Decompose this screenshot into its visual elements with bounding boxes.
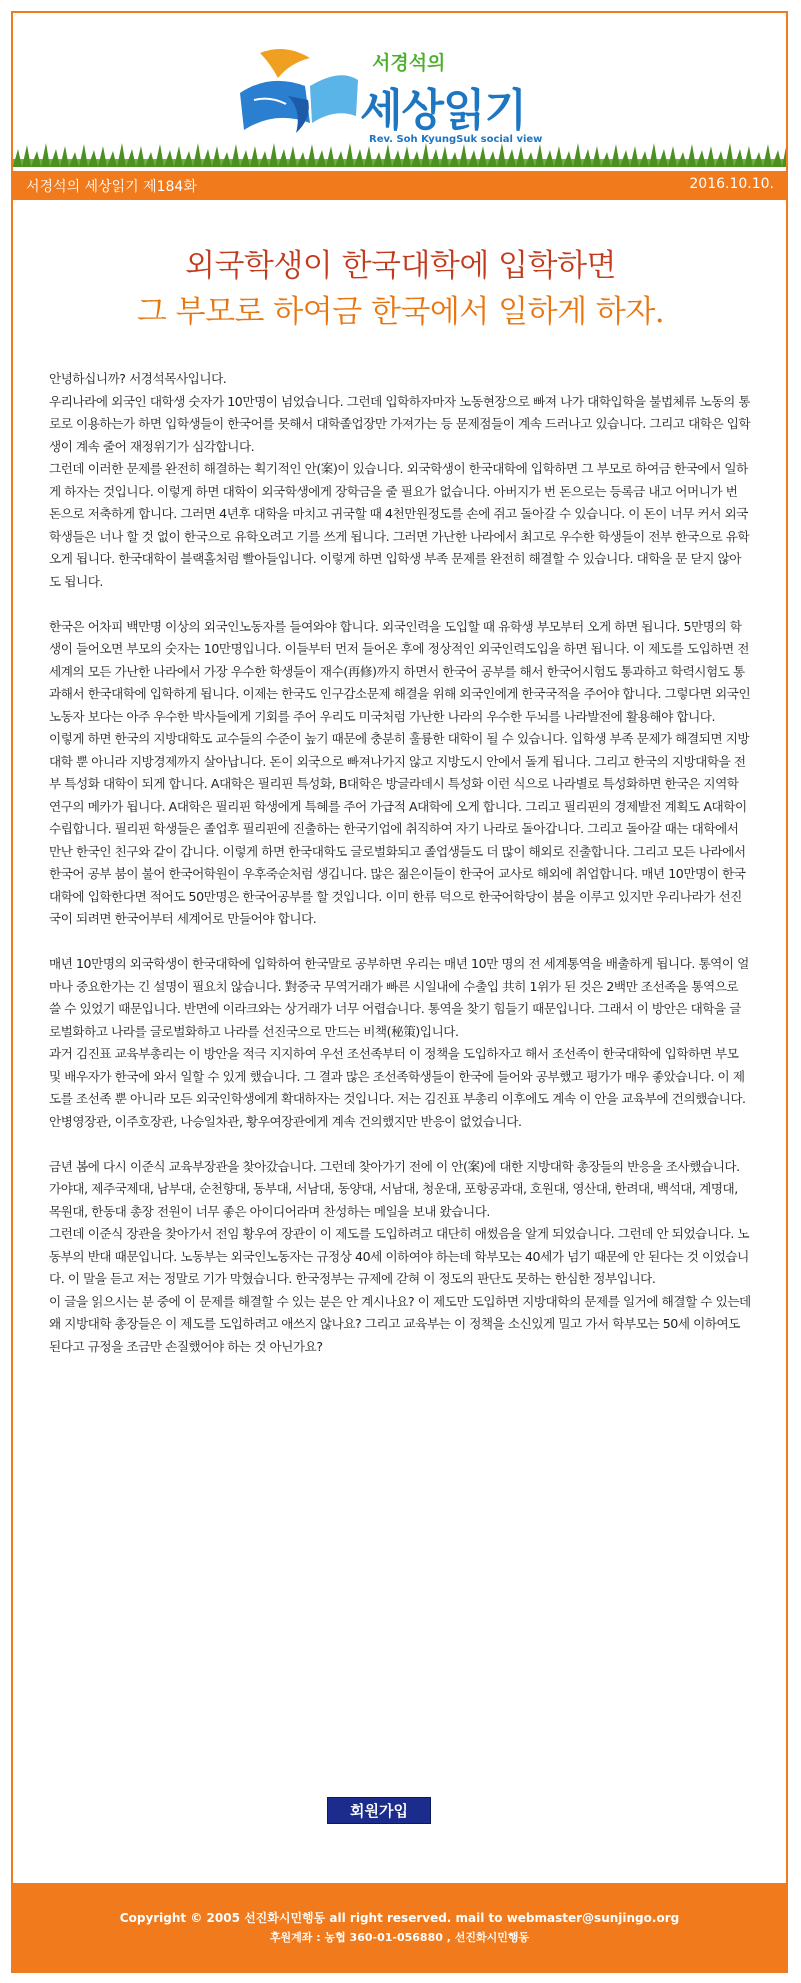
paragraph: 이 글을 읽으시는 분 중에 이 문제를 해결할 수 있는 분은 안 계시나요? 이 제도만 도입하면 지방대학의 문제를 일거에 해결할 수 있는데 왜 지방대학 총장들은 이 제도를 도입하려고 애쓰지 않나요? 그리고 교육부는 이 정책을 소신있게 밀고 가서 학부모는 50세 이하여도 된다고 규정을 조금만 손질했어야 하는 것 아닌가요? [49,1293,751,1354]
issue-date: 2016.10.10. [689,176,774,192]
issue-number: 서경석의 세상읽기 제184화 [26,179,197,195]
paragraph: 한국은 어차피 백만명 이상의 외국인노동자를 들여와야 합니다. 외국인력을 도입할 때 유학생 부모부터 오게 하면 됩니다. 5만명의 학생이 들어오면 부모의 숫자는 10만명입니다. 이들부터 먼저 들어온 후에 정상적인 외국인력도입을 하면 됩니다. 이 제도를 도입하면 전 세계의 모든 가난한 나라에서 가장 우수한 학생들이 재수(再修)까지 하면서 한국어 공부를 해서 한국어시험도 통과하고 학력시험도 통과해서 한국대학에 입학하게 됩니다. 이제는 한국도 인구감소문제 해결을 위해 외국인에게 한국국적을 주어야 합니다. 그렇다면 외국인노동자 보다는 아주 우수한 박사들에게 기회를 주어 우리도 미국처럼 가난한 나라의 우수한 두뇌를 나라발전에 활용해야 합니다. [49,618,751,724]
footer-account: 후원계좌 : 농협 360-01-056880 , 선진화시민행동 [269,1931,530,1944]
footer [13,1883,786,1971]
grass-decoration-icon [13,137,786,167]
logo-subtitle: 서경석의 [372,52,446,74]
paragraph: 금년 봄에 다시 이준식 교육부장관을 찾아갔습니다. 그런데 찾아가기 전에 이 안(案)에 대한 지방대학 총장들의 반응을 조사했습니다. 가야대, 제주국제대, 남부대, 순천향대, 동부대, 서남대, 동양대, 서남대, 청운대, 포항공과대, 호원대, 영산대, 한려대, 백석대, 계명대, 목원대, 한동대 총장 전원이 너무 좋은 아이디어라며 찬성하는 메일을 보내 왔습니다. [49,1158,740,1219]
article-title-line2: 그 부모로 하여금 한국에서 일하게 하자. [136,294,665,330]
paragraph: 우리나라에 외국인 대학생 숫자가 10만명이 넘었습니다. 그런데 입학하자마자 노동현장으로 빠져 나가 대학입학을 불법체류 노동의 통로로 이용하는가 하면 입학생들이 한국어를 못해서 대학졸업장만 가져가는 등 문제점들이 계속 드러나고 있습니다. 그리고 대학은 입학생이 계속 줄어 재정위기가 심각합니다. [49,393,751,454]
paragraph: 과거 김진표 교육부총리는 이 방안을 적극 지지하여 우선 조선족부터 이 정책을 도입하자고 해서 조선족이 한국대학에 입학하면 부모 및 배우자가 한국에 와서 일할 수 있게 했습니다. 그 결과 많은 조선족학생들이 한국에 들어와 공부했고 평가가 매우 좋았습니다. 이 제도를 조선족 뿐 아니라 모든 외국인학생에게 확대하자는 것입니다. 저는 김진표 부총리 이후에도 계속 이 안을 교육부에 건의했습니다. 안병영장관, 이주호장관, 나승일차관, 황우여장관에게 계속 건의했지만 반응이 없었습니다. [49,1046,746,1129]
paragraph: 이렇게 하면 한국의 지방대학도 교수들의 수준이 높기 때문에 충분히 훌륭한 대학이 될 수 있습니다. 입학생 부족 문제가 해결되면 지방대학 뿐 아니라 지방경제까지 살아납니다. 돈이 외국으로 빠져나가지 않고 지방도시 안에서 돌게 됩니다. 그리고 한국의 지방대학을 전부 특성화 대학이 되게 합니다. A대학은 필리핀 특성화, B대학은 방글라데시 특성화 이런 식으로 나라별로 특성화하면 한국은 지역학 연구의 메카가 됩니다. A대학은 필리핀 학생에게 특혜를 주어 가급적 A대학에 오게 합니다. 그리고 필리핀의 경제발전 계획도 A대학이 수립합니다. 필리핀 학생들은 졸업후 필리핀에 진출하는 한국기업에 취직하여 자기 나라로 돌아갑니다. 그리고 돌아갈 때는 대학에서 만난 한국인 친구와 같이 갑니다. 이렇게 하면 한국대학도 글로벌화되고 졸업생들도 더 많이 해외로 진출합니다. 그리고 모든 나라에서 한국어 공부 붐이 불어 한국어학원이 우후죽순처럼 생깁니다. 많은 젊은이들이 한국어 교사로 해외에 취업합니다. 매년 10만명이 한국대학에 입학한다면 적어도 50만명은 한국어공부를 할 것입니다. 이미 한류 덕으로 한국어학당이 붐을 이루고 있지만 우리나라가 선진국이 되려면 한국어부터 세계어로 만들어야 합니다. [49,731,750,926]
issue-bar [13,171,786,200]
footer-copyright: Copyright © 2005 선진화시민행동 all right reserved. mail to webmaster@sunjingo.org [119,1911,680,1925]
logo-english: Rev. Soh KyungSuk social view [369,134,543,145]
join-member-button[interactable]: 회원가입 [327,1797,431,1824]
paragraph: 그런데 이러한 문제를 완전히 해결하는 획기적인 안(案)이 있습니다. 외국학생이 한국대학에 입학하면 그 부모로 하여금 한국에서 일하게 하자는 것입니다. 이렇게 하면 대학이 외국학생에게 장학금을 줄 필요가 없습니다. 아버지가 번 돈으로는 등록금 내고 어머니가 번 돈으로 저축하게 합니다. 그러면 4년후 대학을 마치고 귀국할 때 4천만원정도를 손에 쥐고 돌아갈 수 있습니다. 이 돈이 너무 커서 외국학생들은 너나 할 것 없이 한국으로 유학오려고 기를 쓰게 됩니다. 그러면 가난한 나라에서 최고로 우수한 학생들이 전부 한국으로 유학오게 됩니다. 한국대학이 블랙홀처럼 빨아들입니다. 이렇게 하면 입학생 부족 문제를 완전히 해결할 수 있습니다. 대학을 문 닫지 않아도 됩니다. [49,461,750,589]
article-body [49,368,752,1358]
paragraph: 매년 10만명의 외국학생이 한국대학에 입학하여 한국말로 공부하면 우리는 매년 10만 명의 전 세계통역을 배출하게 됩니다. 통역이 얼마나 중요한가는 긴 설명이 필요치 않습니다. 對중국 무역거래가 빠른 시일내에 수출입 共히 1위가 된 것은 2백만 조선족을 통역으로 쓸 수 있었기 때문입니다. 반면에 이라크와는 상거래가 너무 어렵습니다. 통역을 찾기 힘들기 때문입니다. 그래서 이 방안은 대학을 글로벌화하고 나라를 글로벌화하고 나라를 선진국으로 만드는 비책(秘策)입니다. [49,956,749,1039]
greeting: 안녕하십니까? 서경석목사입니다. [49,371,227,386]
paragraph: 그런데 이준식 장관을 찾아가서 전임 황우여 장관이 이 제도를 도입하려고 대단히 애썼음을 알게 되었습니다. 그런데 안 되었습니다. 노동부의 반대 때문입니다. 노동부는 외국인노동자는 규정상 40세 이하여야 하는데 학부모는 40세가 넘기 때문에 안 된다는 것 이었습니다. 이 말을 듣고 저는 정말로 기가 막혔습니다. 한국정부는 규제에 갇혀 이 정도의 판단도 못하는 한심한 정부입니다. [49,1226,750,1286]
article-title-line1: 외국학생이 한국대학에 입학하면 [185,248,616,284]
site-logo[interactable] [230,38,560,148]
logo-title: 세상읽기 [360,85,527,136]
